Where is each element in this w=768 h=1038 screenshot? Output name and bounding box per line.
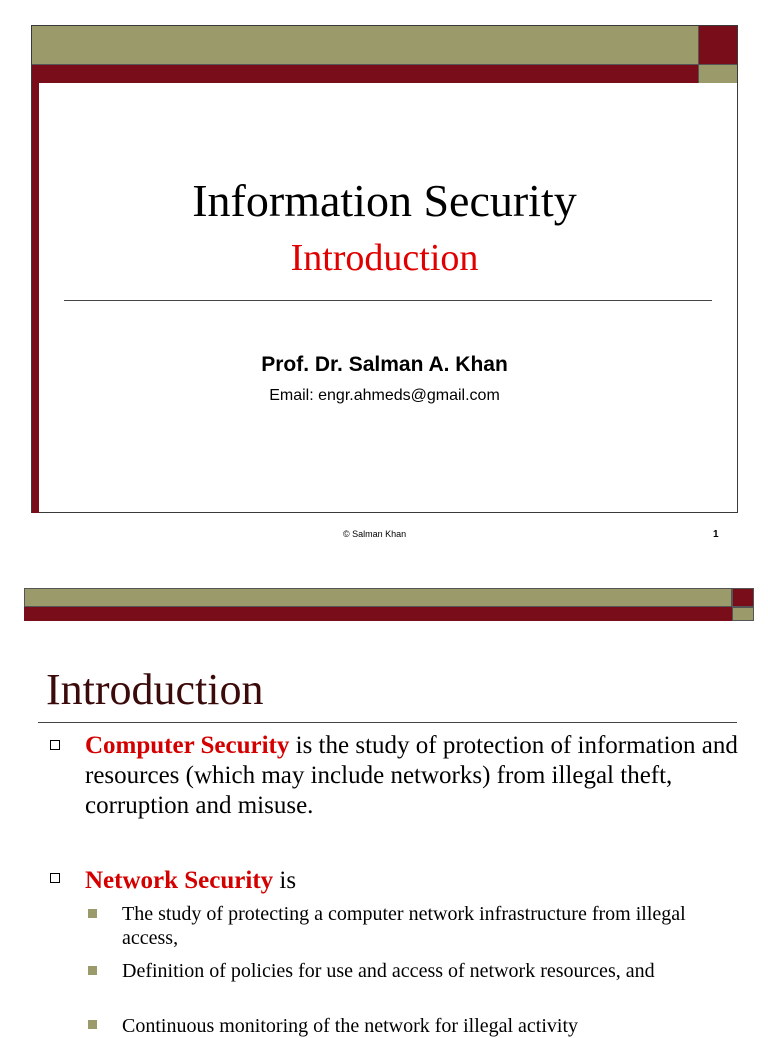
- header-corner-olive-block: [698, 65, 737, 83]
- header-maroon-bar: [32, 65, 698, 83]
- filled-square-bullet-icon: [88, 1020, 97, 1029]
- sub-bullet-text: Definition of policies for use and access of network resources, and: [122, 960, 655, 982]
- hollow-square-bullet-icon: [50, 740, 60, 750]
- page-number: 1: [713, 529, 719, 540]
- slide2-header-corner-olive-block: [732, 607, 754, 621]
- divider-rule: [64, 300, 712, 301]
- bullet-network-security: [85, 866, 745, 896]
- sub-bullet-text: Continuous monitoring of the network for illegal activity: [122, 1015, 579, 1037]
- filled-square-bullet-icon: [88, 966, 97, 975]
- slide2-header-corner-block: [732, 588, 754, 607]
- slide2-header-maroon-bar: [24, 607, 732, 621]
- header-corner-block: [698, 26, 737, 65]
- slide-title: Information Security: [192, 175, 577, 226]
- slide-subtitle: Introduction: [290, 237, 479, 279]
- hollow-square-bullet-icon: [50, 873, 60, 883]
- bullet-term: Network Security: [85, 867, 274, 894]
- slide2-header-olive-bar: [24, 588, 732, 607]
- header-olive-bar: [32, 26, 698, 65]
- bullet-computer-security: [85, 731, 745, 821]
- filled-square-bullet-icon: [88, 909, 97, 918]
- author-email: Email: engr.ahmeds@gmail.com: [269, 387, 500, 404]
- sub-bullet-text: The study of protecting a computer network infrastructure from illegal access,: [122, 903, 686, 949]
- slide2-title: Introduction: [46, 665, 264, 714]
- title-slide: [31, 25, 738, 513]
- slide2-divider-rule: [38, 722, 737, 723]
- bullet-text: is the study of protection of information and resources (which may include networks) from illegal theft, corruption and misuse.: [85, 732, 738, 819]
- footer-copyright: © Salman Khan: [343, 529, 407, 539]
- bullet-term: Computer Security: [85, 732, 290, 759]
- author-name: Prof. Dr. Salman A. Khan: [261, 353, 508, 376]
- bullet-text: is: [273, 867, 297, 894]
- left-accent-bar: [32, 83, 39, 513]
